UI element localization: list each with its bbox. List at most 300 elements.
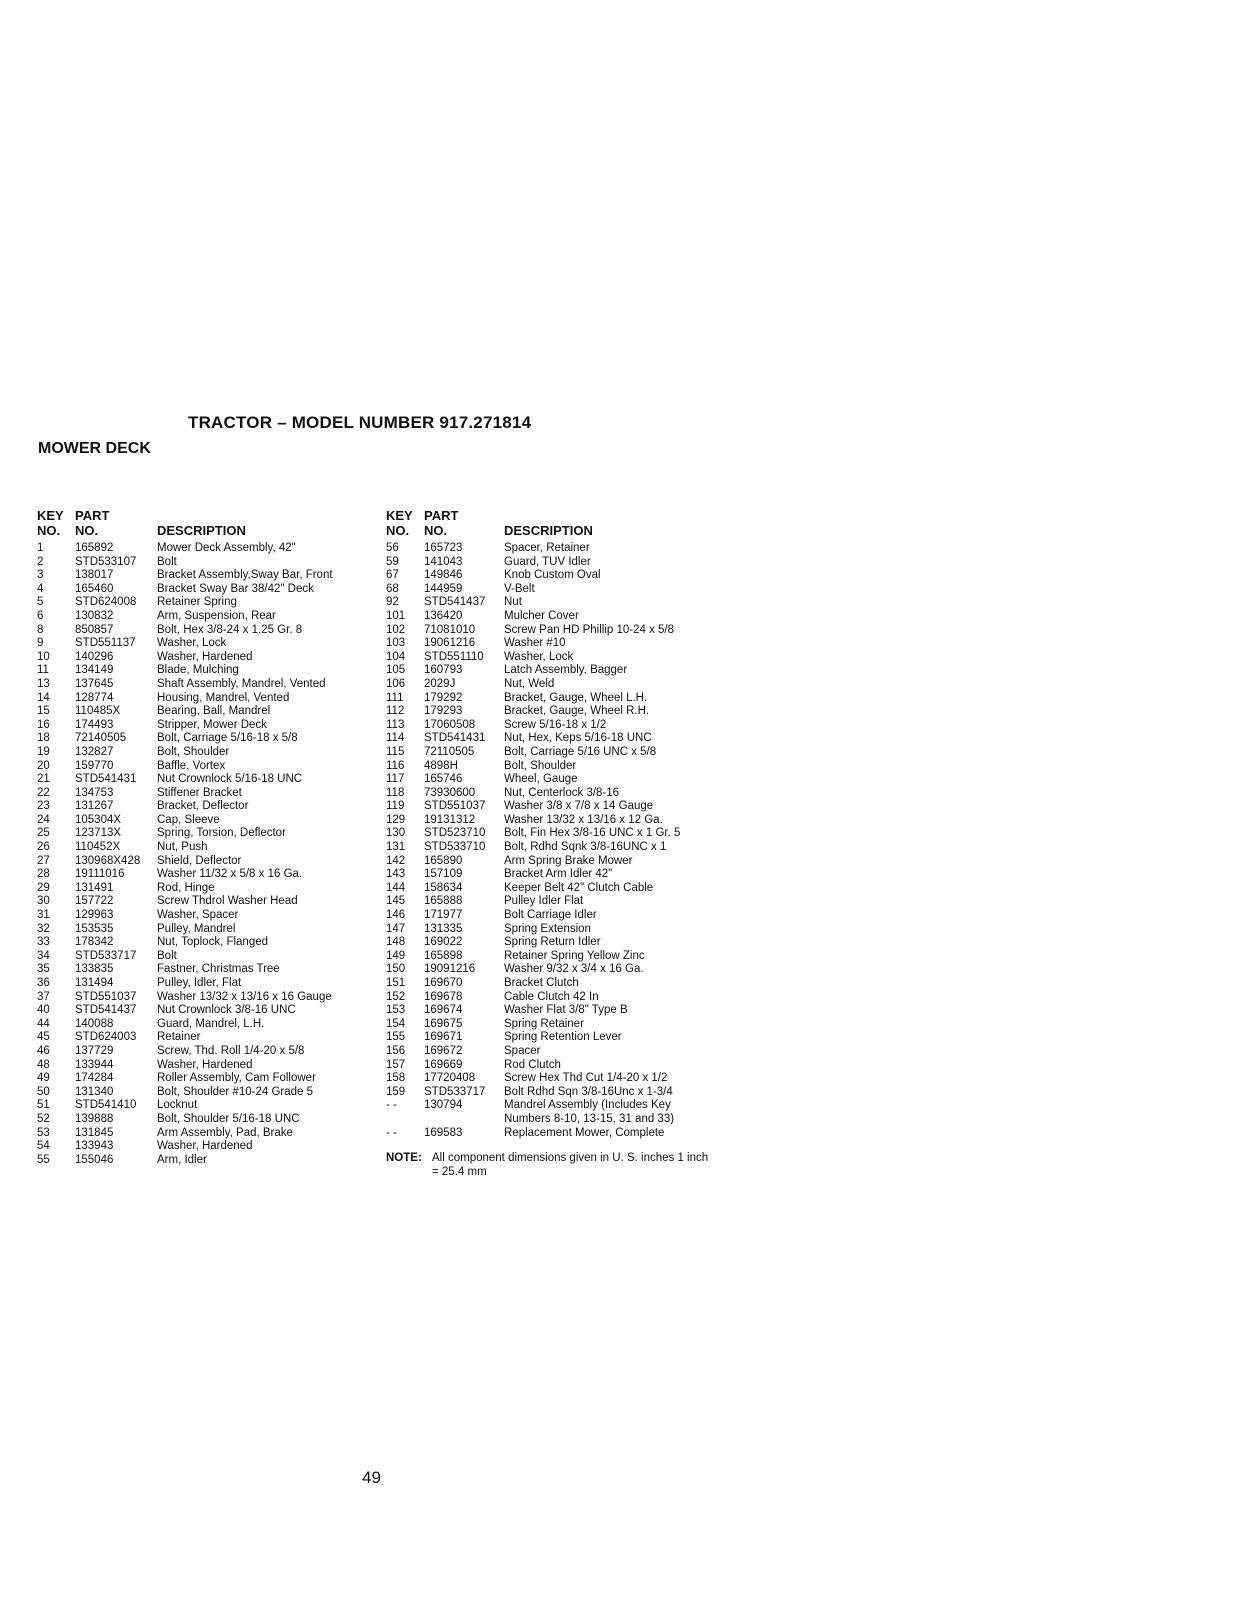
part-number: 19061216: [424, 637, 476, 650]
parts-list-left: [37, 542, 387, 1167]
table-row: [37, 868, 387, 882]
part-number: 4898H: [424, 759, 458, 772]
part-number: 171977: [424, 909, 463, 922]
part-number: 169674: [424, 1004, 463, 1017]
table-row: [386, 991, 716, 1005]
table-row: [37, 1004, 387, 1018]
table-row: [386, 1045, 716, 1059]
key-number: 36: [37, 977, 50, 989]
table-row: [37, 1099, 387, 1113]
table-row: [386, 800, 716, 814]
part-number: 155046: [75, 1153, 114, 1166]
part-description: Washer 3/8 x 7/8 x 14 Gauge: [504, 800, 654, 813]
key-number: 142: [386, 854, 406, 867]
key-number: 22: [37, 786, 50, 799]
key-number: - -: [386, 1126, 397, 1139]
part-description: Wheel, Gauge: [504, 773, 578, 786]
note-text: All component dimensions given in U. S. inches 1 inch = 25.4 mm: [432, 1152, 709, 1178]
table-row: [386, 936, 716, 950]
table-row: [37, 569, 387, 583]
part-number: 133835: [75, 963, 114, 976]
key-number: 5: [37, 596, 44, 609]
table-row: [386, 1127, 716, 1141]
part-description: Blade, Mulching: [157, 664, 239, 677]
table-row: [37, 1072, 387, 1086]
table-row: [386, 773, 716, 787]
part-description: Nut, Push: [157, 841, 208, 854]
part-number: 131340: [75, 1085, 114, 1098]
part-number: 165746: [424, 773, 463, 786]
part-description: Nut, Weld: [504, 677, 555, 690]
part-number: 131335: [424, 922, 463, 935]
table-row: [37, 991, 387, 1005]
table-row: [386, 814, 716, 828]
part-description: Baffle, Vortex: [157, 759, 226, 772]
part-description: Bolt Carriage Idler: [504, 909, 597, 922]
key-number: 156: [386, 1044, 406, 1057]
table-row: [386, 583, 716, 597]
table-row: [386, 678, 716, 692]
key-number: 92: [386, 596, 399, 609]
part-number: 169670: [424, 977, 463, 989]
part-description: Mower Deck Assembly, 42": [157, 542, 296, 554]
key-number: - -: [386, 1099, 397, 1112]
part-number: 165892: [75, 542, 114, 554]
part-description: Shield, Deflector: [157, 854, 242, 867]
header-part: PART: [75, 508, 110, 523]
part-description: Nut Crownlock 3/8-16 UNC: [157, 1004, 296, 1017]
part-description: Retainer: [157, 1031, 201, 1044]
table-row: [37, 1127, 387, 1141]
table-row: [37, 950, 387, 964]
table-row: [37, 895, 387, 909]
part-number: 137729: [75, 1044, 114, 1057]
table-row: [37, 773, 387, 787]
part-number: 132827: [75, 745, 114, 758]
key-number: 26: [37, 841, 50, 854]
key-number: 112: [386, 705, 405, 718]
key-number: 2: [37, 555, 44, 568]
part-description: Arm, Suspension, Rear: [157, 609, 276, 622]
table-row: [386, 895, 716, 909]
part-number: 2029J: [424, 677, 456, 690]
part-description: Cable Clutch 42 In: [504, 990, 599, 1003]
part-description: Rod Clutch: [504, 1058, 561, 1071]
table-row: [37, 1018, 387, 1032]
table-row: [386, 787, 716, 801]
key-number: 131: [386, 841, 406, 854]
table-row: [37, 923, 387, 937]
table-row: [37, 827, 387, 841]
part-number: 72110505: [424, 745, 475, 758]
key-number: 35: [37, 963, 50, 976]
part-number: 165898: [424, 949, 463, 962]
table-row: [37, 1086, 387, 1100]
part-description: Bolt, Carriage 5/16 UNC x 5/8: [504, 745, 657, 758]
table-row: [37, 760, 387, 774]
part-description: Screw, Thd. Roll 1/4-20 x 5/8: [157, 1044, 305, 1057]
part-number: 140296: [75, 650, 114, 663]
table-row: [386, 624, 716, 638]
part-description: Arm Spring Brake Mower: [504, 854, 633, 867]
key-number: 149: [386, 949, 406, 962]
key-number: 34: [37, 949, 50, 962]
part-description: Stripper, Mower Deck: [157, 718, 267, 731]
table-row: [37, 1140, 387, 1154]
part-number: 105304X: [75, 813, 122, 826]
header-part-no: NO.: [424, 523, 448, 538]
part-description: Pulley Idler Flat: [504, 895, 584, 908]
section-title: MOWER DECK: [38, 440, 151, 457]
table-row: [37, 963, 387, 977]
table-row: [37, 977, 387, 991]
part-description: V-Belt: [504, 582, 535, 595]
part-description: Guard, Mandrel, L.H.: [157, 1017, 265, 1030]
table-row: [37, 814, 387, 828]
table-row: [386, 651, 716, 665]
key-number: 68: [386, 582, 399, 595]
part-number: 134753: [75, 786, 114, 799]
table-row: [386, 637, 716, 651]
part-number: 169669: [424, 1058, 463, 1071]
table-row: [37, 841, 387, 855]
header-key-no: NO.: [386, 523, 410, 538]
part-description: Spring Extension: [504, 922, 591, 935]
part-number: 169022: [424, 936, 463, 949]
part-description: Bracket Sway Bar 38/42" Deck: [157, 582, 314, 595]
part-description: Washer Flat 3/8" Type B: [504, 1004, 628, 1017]
table-row: [386, 596, 716, 610]
key-number: 129: [386, 813, 406, 826]
table-row: [37, 542, 387, 556]
table-row: [37, 855, 387, 869]
part-number: 157722: [75, 895, 114, 908]
part-number: 17060508: [424, 718, 476, 731]
part-description: Bracket Assembly,Sway Bar, Front: [157, 569, 333, 582]
key-number: 158: [386, 1072, 406, 1085]
part-description: Nut, Toplock, Flanged: [157, 936, 269, 949]
key-number: 150: [386, 963, 406, 976]
part-description: Washer, Lock: [157, 637, 227, 650]
key-number: 115: [386, 745, 405, 758]
part-number: 130794: [424, 1099, 463, 1112]
key-number: 33: [37, 936, 50, 949]
table-row: [386, 841, 716, 855]
part-number: STD551110: [424, 650, 484, 663]
part-number: STD541437: [424, 596, 486, 609]
table-row: [37, 651, 387, 665]
key-number: 116: [386, 759, 405, 772]
table-row: [386, 542, 716, 556]
part-number: 157109: [424, 868, 463, 881]
part-number: 179293: [424, 705, 463, 718]
table-row: [37, 610, 387, 624]
key-number: 153: [386, 1004, 406, 1017]
key-number: 48: [37, 1058, 50, 1071]
table-row: [386, 882, 716, 896]
part-number: 169671: [424, 1031, 463, 1044]
part-description: Spring Retainer: [504, 1017, 584, 1030]
part-description: Bolt, Shoulder 5/16-18 UNC: [157, 1112, 300, 1125]
parts-list-right: [386, 542, 716, 1140]
key-number: 15: [37, 705, 50, 718]
table-row: [386, 1031, 716, 1045]
part-number: 158634: [424, 881, 463, 894]
key-number: 46: [37, 1044, 50, 1057]
key-number: 105: [386, 664, 406, 677]
key-number: 130: [386, 827, 406, 840]
parts-table-left: [37, 508, 387, 1167]
key-number: 29: [37, 881, 50, 894]
key-number: 54: [37, 1140, 50, 1153]
part-description: Housing, Mandrel, Vented: [157, 691, 290, 704]
key-number: 1: [37, 542, 44, 554]
part-description: Bolt, Fin Hex 3/8-16 UNC x 1 Gr. 5: [504, 827, 681, 840]
part-description: Washer 13/32 x 13/16 x 16 Gauge: [157, 990, 332, 1003]
part-number: 134149: [75, 664, 114, 677]
part-number: 169675: [424, 1017, 463, 1030]
part-number: 72140505: [75, 732, 127, 745]
key-number: 55: [37, 1153, 50, 1166]
key-number: 50: [37, 1085, 50, 1098]
table-row: [386, 569, 716, 583]
table-row: [386, 746, 716, 760]
part-description: Nut, Centerlock 3/8-16: [504, 786, 620, 799]
table-row: [386, 909, 716, 923]
key-number: 14: [37, 691, 50, 704]
part-number: STD533717: [75, 949, 137, 962]
part-description: Nut Crownlock 5/16-18 UNC: [157, 773, 303, 786]
part-number: 19131312: [424, 813, 476, 826]
key-number: 32: [37, 922, 50, 935]
part-description: Bracket, Gauge, Wheel L.H.: [504, 691, 648, 704]
part-number: STD533717: [424, 1085, 486, 1098]
part-description: Latch Assembly, Bagger: [504, 664, 628, 677]
part-number: STD624003: [75, 1031, 137, 1044]
part-number: STD541437: [75, 1004, 137, 1017]
part-number: 136420: [424, 609, 463, 622]
part-number: 131494: [75, 977, 114, 989]
table-row: [37, 1031, 387, 1045]
part-number: 137645: [75, 677, 114, 690]
table-row: [37, 637, 387, 651]
key-number: 113: [386, 718, 405, 731]
part-description: Spring, Torsion, Deflector: [157, 827, 286, 840]
part-description: Spacer: [504, 1044, 541, 1057]
key-number: 51: [37, 1099, 50, 1112]
table-row: [37, 1059, 387, 1073]
table-row: [37, 732, 387, 746]
key-number: 151: [386, 977, 406, 989]
part-description: Bolt, Shoulder: [504, 759, 577, 772]
key-number: 146: [386, 909, 406, 922]
part-description: Washer, Hardened: [157, 1058, 253, 1071]
part-number: 130832: [75, 609, 114, 622]
table-row: [37, 746, 387, 760]
table-row: [37, 664, 387, 678]
key-number: 106: [386, 677, 406, 690]
part-description: Spring Retention Lever: [504, 1031, 622, 1044]
part-description: Retainer Spring: [157, 596, 237, 609]
part-number: STD551037: [424, 800, 486, 813]
part-number: STD541410: [75, 1099, 137, 1112]
document-title: TRACTOR – MODEL NUMBER 917.271814: [188, 413, 532, 432]
table-row: [386, 1086, 716, 1100]
part-number: 141043: [424, 555, 463, 568]
part-description: Screw Hex Thd Cut 1/4-20 x 1/2: [504, 1072, 668, 1085]
table-row: [386, 1018, 716, 1032]
key-number: 21: [37, 773, 50, 786]
table-row: [37, 936, 387, 950]
part-number: STD551137: [75, 637, 136, 650]
key-number: 117: [386, 773, 405, 786]
header-key: KEY: [386, 508, 413, 523]
key-number: 44: [37, 1017, 50, 1030]
key-number: 157: [386, 1058, 406, 1071]
table-row: [37, 1113, 387, 1127]
key-number: 102: [386, 623, 406, 636]
key-number: 25: [37, 827, 50, 840]
part-description: Washer, Lock: [504, 650, 574, 663]
part-description: Knob Custom Oval: [504, 569, 601, 582]
key-number: 154: [386, 1017, 406, 1030]
part-number: STD551037: [75, 990, 137, 1003]
part-number: 123713X: [75, 827, 122, 840]
part-description: Bracket, Deflector: [157, 800, 249, 813]
part-number: 159770: [75, 759, 114, 772]
key-number: 111: [386, 691, 404, 704]
table-row: [386, 732, 716, 746]
part-number: 73930600: [424, 786, 476, 799]
part-description: Bolt, Rdhd Sqnk 3/8-16UNC x 1: [504, 841, 667, 854]
table-row: [386, 923, 716, 937]
header-part-no: NO.: [75, 523, 99, 538]
part-description: Bolt: [157, 949, 177, 962]
part-number: 179292: [424, 691, 463, 704]
table-row: [37, 882, 387, 896]
note-label: NOTE:: [386, 1152, 422, 1165]
table-row: [386, 692, 716, 706]
table-row: [386, 556, 716, 570]
key-number: 11: [37, 664, 49, 677]
part-description: Keeper Belt 42" Clutch Cable: [504, 881, 654, 894]
key-number: 148: [386, 936, 406, 949]
key-number: 114: [386, 732, 405, 745]
part-number: 169678: [424, 990, 463, 1003]
table-row: [386, 1004, 716, 1018]
part-description: Bolt, Shoulder #10-24 Grade 5: [157, 1085, 313, 1098]
note: [386, 1152, 716, 1179]
key-number: 3: [37, 569, 44, 582]
part-number: 169672: [424, 1044, 463, 1057]
table-header: [386, 508, 716, 542]
header-description: DESCRIPTION: [504, 523, 593, 538]
key-number: 145: [386, 895, 406, 908]
key-number: 155: [386, 1031, 406, 1044]
part-number: 133944: [75, 1058, 114, 1071]
part-description: Cap, Sleeve: [157, 813, 220, 826]
key-number: 24: [37, 813, 50, 826]
part-number: 165723: [424, 542, 463, 554]
part-description: Washer 11/32 x 5/8 x 16 Ga.: [157, 868, 303, 881]
table-row: [386, 868, 716, 882]
table-row: [37, 596, 387, 610]
part-number: 174493: [75, 718, 114, 731]
table-row: [37, 705, 387, 719]
key-number: 18: [37, 732, 50, 745]
table-row: [386, 950, 716, 964]
part-description: Arm Assembly, Pad, Brake: [157, 1126, 293, 1139]
part-description: Nut: [504, 596, 522, 609]
key-number: 59: [386, 555, 399, 568]
table-row: [37, 719, 387, 733]
key-number: 118: [386, 786, 405, 799]
table-row: [37, 800, 387, 814]
key-number: 4: [37, 582, 44, 595]
part-number: 130968X428: [75, 854, 141, 867]
part-description: Washer, Spacer: [157, 909, 239, 922]
table-header: [37, 508, 387, 542]
key-number: 20: [37, 759, 50, 772]
part-number: 129963: [75, 909, 114, 922]
key-number: 152: [386, 990, 406, 1003]
part-description: Bracket Arm Idler 42": [504, 868, 613, 881]
key-number: 159: [386, 1085, 406, 1098]
key-number: 147: [386, 922, 406, 935]
page-number: 49: [362, 1468, 381, 1487]
part-description: Locknut: [157, 1099, 198, 1112]
key-number: 31: [37, 909, 50, 922]
key-number: 56: [386, 542, 399, 554]
key-number: 49: [37, 1072, 50, 1085]
part-number: 110485X: [75, 705, 121, 718]
part-description: Mandrel Assembly (Includes Key Numbers 8-10, 13-15, 31 and 33): [504, 1099, 675, 1125]
part-number: 165890: [424, 854, 463, 867]
key-number: 104: [386, 650, 406, 663]
part-number: 138017: [75, 569, 114, 582]
table-row: [37, 556, 387, 570]
table-row: [386, 664, 716, 678]
key-number: 119: [386, 800, 405, 813]
part-number: 169583: [424, 1126, 463, 1139]
part-number: 160793: [424, 664, 463, 677]
key-number: 40: [37, 1004, 50, 1017]
part-description: Washer, Hardened: [157, 1140, 253, 1153]
part-description: Pulley, Idler, Flat: [157, 977, 242, 989]
key-number: 16: [37, 718, 50, 731]
key-number: 30: [37, 895, 50, 908]
key-number: 19: [37, 745, 50, 758]
part-description: Shaft Assembly, Mandrel, Vented: [157, 677, 326, 690]
part-number: 71081010: [424, 623, 476, 636]
part-number: 110452X: [75, 841, 121, 854]
table-row: [37, 1154, 387, 1168]
header-description: DESCRIPTION: [157, 523, 246, 538]
part-description: Screw 5/16-18 x 1/2: [504, 718, 607, 731]
key-number: 28: [37, 868, 50, 881]
part-number: 178342: [75, 936, 114, 949]
table-row: [386, 705, 716, 719]
part-description: Bearing, Ball, Mandrel: [157, 705, 271, 718]
table-row: [37, 692, 387, 706]
part-description: Bracket, Gauge, Wheel R.H.: [504, 705, 650, 718]
part-description: Roller Assembly, Cam Follower: [157, 1072, 316, 1085]
table-row: [386, 977, 716, 991]
key-number: 53: [37, 1126, 50, 1139]
table-row: [386, 610, 716, 624]
header-key-no: NO.: [37, 523, 61, 538]
part-description: Pulley, Mandrel: [157, 922, 236, 935]
